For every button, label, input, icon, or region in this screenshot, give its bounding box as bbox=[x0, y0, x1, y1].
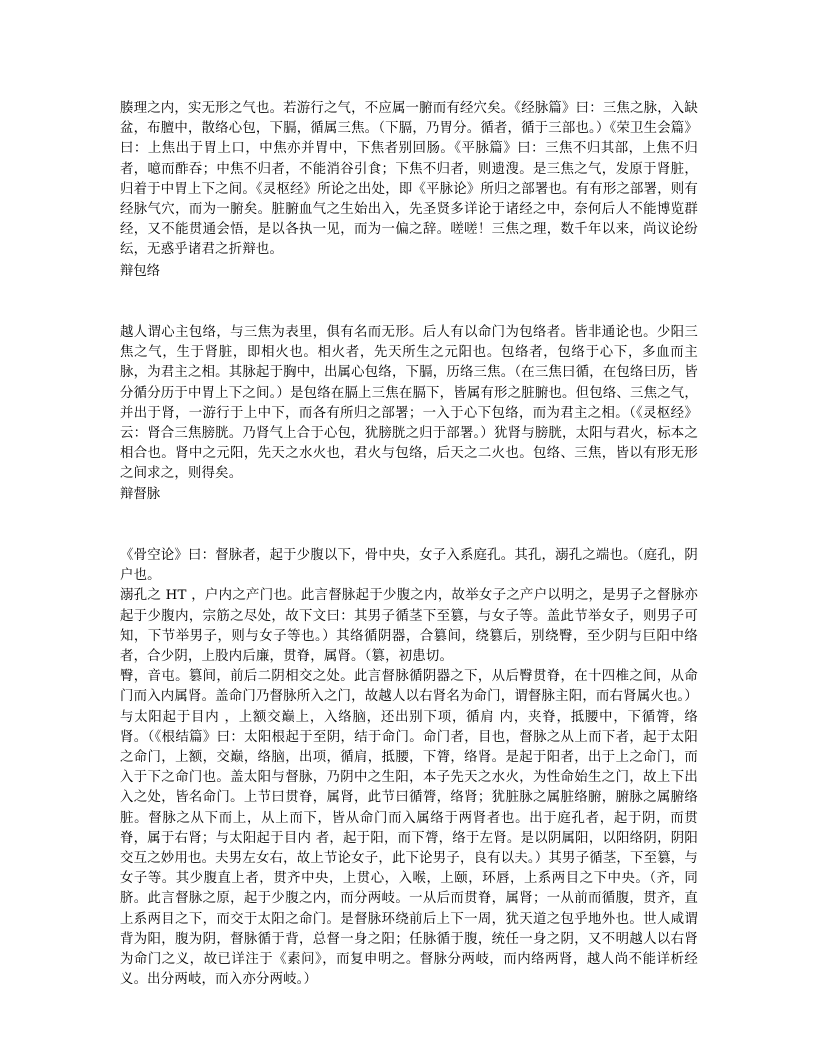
paragraph-sanjiao bbox=[120, 99, 698, 261]
paragraph-baoluo bbox=[120, 323, 698, 485]
paragraph-line-1: 《骨空论》曰：督脉者，起于少腹以下，骨中央，女子入系庭孔。其孔，溺孔之端也。（庭孔，阴户也。 bbox=[120, 548, 698, 584]
paragraph-text: 越人谓心主包络，与三焦为表里，俱有名而无形。后人有以命门为包络者。皆非通论也。少阳三焦之气，生于肾脏，即相火也。相火者，先天所生之元阳也。包络者，包络于心下，多血而主脉，为君主之相。其脉起于胸中，出属心包络，下膈，历络三焦。（在三焦曰循，在包络曰历，皆分循分历于中胃上下之间。）是包络在膈上三焦在膈下，皆属有形之脏腑也。但包络、三焦之气，并出于肾，一游行于上中下，而各有所归之部署；一入于心下包络，而为君主之相。（《灵枢经》云：肾合三焦膀胱。乃肾气上合于心包，犹膀胱之归于部署。）犹肾与膀胱，太阳与君火，标本之相合也。肾中之元阳，先天之水火也，君火与包络，后天之二火也。包络、三焦，皆以有形无形之间求之，则得矣。 bbox=[120, 325, 698, 482]
paragraph-text: 腠理之内，实无形之气也。若游行之气，不应属一腑而有经穴矣。《经脉篇》曰：三焦之脉，入缺盆，布膻中，散络心包，下膈，循属三焦。（下膈，乃胃分。循者，循于三部也。）《荣卫生会篇》曰：上焦出于胃上口，中焦亦并胃中，下焦者别回肠。《平脉篇》曰：三焦不归其部，上焦不归者，噫而酢吞；中焦不归者，不能消谷引食；下焦不归者，则遗溲。是三焦之气，发原于肾脏，归着于中胃上下之间。《灵枢经》所论之出处，即《平脉论》所归之部署也。有有形之部署，则有经脉气穴，而为一腑矣。脏腑血气之生始出入，先圣贤多详论于诸经之中，奈何后人不能博览群经，又不能贯通会悟，是以各执一见，而为一偏之辞。嗟嗟！三焦之理，数千年以来，尚议论纷纭，无惑乎诸君之折辩也。 bbox=[120, 101, 698, 258]
paragraph-line-3: 臀，音屯。篡间，前后二阴相交之处。此言督脉循阴器之下，从后臀贯脊，在十四椎之间，从命门而入内属肾。盖命门乃督脉所入之门，故越人以右肾名为命门，谓督脉主阳，而右肾属火也。）与太阳起于目内 ，上额交巅上，入络脑，还出别下项，循肩 内，夹脊，抵腰中，下循膂，络肾。（《根结篇》曰：太阳根起于至阴，结于命门。命门者，目也，督脉之从上而下者，起于太阳之命门，上额，交巅，络脑，出项，循肩，抵腰，下膂，络肾。是起于阳者，出于上之命门，而入于下之命门也。盖太阳与督脉，乃阴中之生阳，本子先天之水火，为性命始生之门，故上下出入之处，皆名命门。上节曰贯脊，属肾，此节曰循膂，络肾；犹脏脉之属脏络腑，腑脉之属腑络脏。督脉之从下而上，从上而下，皆从命门而入属络于两肾者也。出于庭孔者，起于阴，而贯脊，属于右肾；与太阳起于目内 者，起于阳，而下膂，络于左肾。是以阴属阳，以阳络阴，阴阳交互之妙用也。夫男左女右，故上节论女子，此下论男子，良有以夫。）其男子循茎，下至篡，与女子等。其少腹直上者，贯齐中央，上贯心，入喉，上颐，环唇，上系两目之下中央。（齐，同脐。此言督脉之原，起于少腹之内，而分两岐。一从后而贯脊，属肾；一从前而循腹，贯齐，直上系两目之下，而交于太阳之命门。是督脉环绕前后上下一周，犹天道之包乎地外也。世人咸谓背为阳，腹为阴，督脉循于背，总督一身之阳；任脉循于腹，统任一身之阴，又不明越人以右肾为命门之义，故已详注于《素问》，而复申明之。督脉分两岐，而内络两肾，越人尚不能详析经义。出分两岐，而入亦分两岐。） bbox=[120, 669, 698, 988]
section-heading-dumai: 辩督脉 bbox=[120, 487, 161, 502]
paragraph-line-2: 溺孔之 HT ，户内之产门也。此言督脉起于少腹之内，故举女子之产户以明之，是男子之督脉亦起于少腹内，宗筋之尽处，故下文曰：其男子循茎下至篡，与女子等。盖此节举女子，则男子可知，下节举男子，则与女子等也。）其络循阴器，合篡间，绕篡后，别绕臀，至少阴与巨阳中络者，合少阴，上股内后廉，贯脊，属肾。（篡，初患切。 bbox=[120, 588, 698, 665]
section-heading-baoluo: 辩包络 bbox=[120, 264, 161, 279]
paragraph-dumai bbox=[120, 546, 698, 990]
